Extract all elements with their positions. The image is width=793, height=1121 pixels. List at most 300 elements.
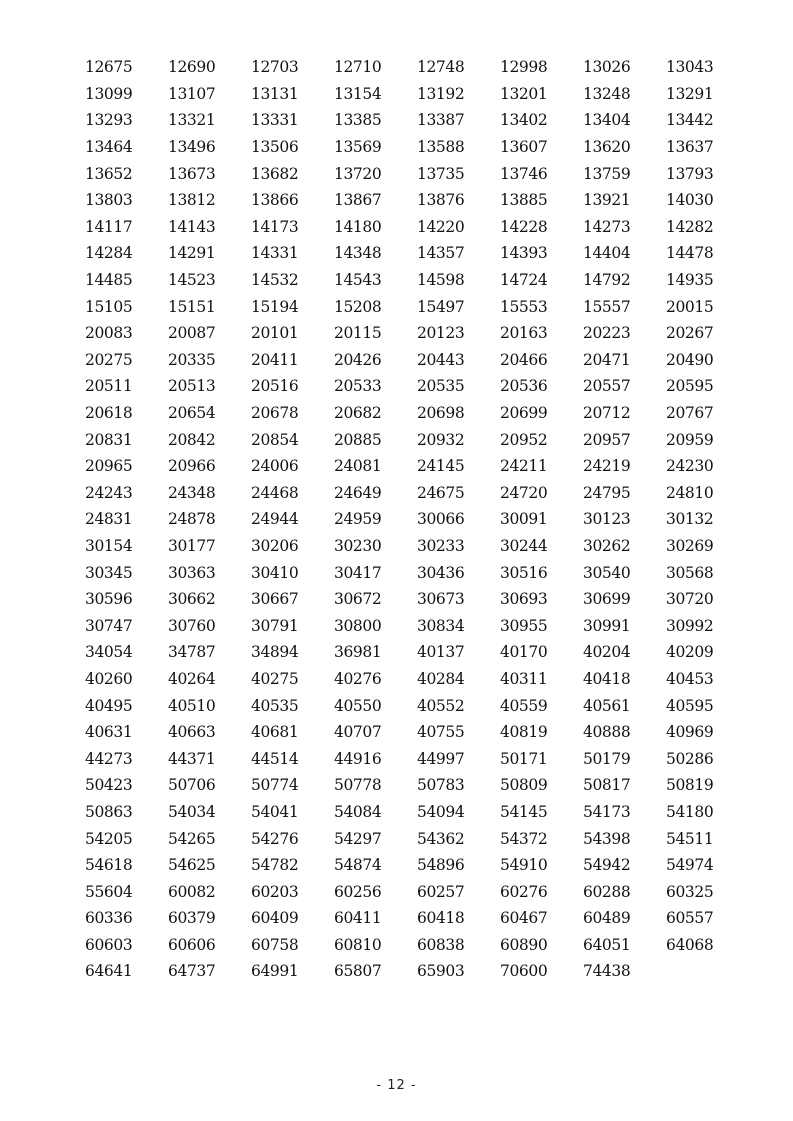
number-cell: 24649: [334, 483, 382, 502]
number-cell: 13154: [334, 84, 382, 103]
number-cell: 60557: [666, 909, 714, 928]
number-row: [85, 187, 765, 214]
number-row: [85, 214, 765, 241]
number-row: [85, 878, 765, 905]
number-cell: 40552: [417, 696, 465, 715]
number-cell: 12998: [500, 58, 548, 77]
number-cell: 13673: [168, 164, 216, 183]
number-cell: 30672: [334, 590, 382, 609]
number-cell: 20123: [417, 324, 465, 343]
number-cell: 20533: [334, 377, 382, 396]
number-cell: 64051: [583, 935, 631, 954]
number-cell: 60379: [168, 909, 216, 928]
number-cell: 44514: [251, 749, 299, 768]
number-cell: 50783: [417, 776, 465, 795]
number-cell: 24468: [251, 483, 299, 502]
number-cell: 14284: [85, 244, 133, 263]
number-cell: 13812: [168, 191, 216, 210]
number-cell: 13885: [500, 191, 548, 210]
number-cell: 40535: [251, 696, 299, 715]
number-cell: 55604: [85, 882, 133, 901]
number-cell: 24081: [334, 457, 382, 476]
number-row: [85, 745, 765, 772]
number-cell: 30568: [666, 563, 714, 582]
number-cell: 40264: [168, 669, 216, 688]
number-cell: 50179: [583, 749, 631, 768]
number-cell: 13637: [666, 138, 714, 157]
number-cell: 54398: [583, 829, 631, 848]
number-cell: 20654: [168, 404, 216, 423]
number-cell: 14935: [666, 271, 714, 290]
number-cell: 13720: [334, 164, 382, 183]
number-cell: 50706: [168, 776, 216, 795]
number-cell: 20831: [85, 430, 133, 449]
number-cell: 14357: [417, 244, 465, 263]
number-cell: 13402: [500, 111, 548, 130]
number-cell: 54094: [417, 802, 465, 821]
number-row: [85, 612, 765, 639]
number-cell: 13387: [417, 111, 465, 130]
number-cell: 44273: [85, 749, 133, 768]
number-row: [85, 825, 765, 852]
number-row: [85, 453, 765, 480]
number-cell: 30955: [500, 616, 548, 635]
number-cell: 20767: [666, 404, 714, 423]
number-cell: 40275: [251, 669, 299, 688]
number-cell: 15105: [85, 297, 133, 316]
number-cell: 60489: [583, 909, 631, 928]
number-cell: 40550: [334, 696, 382, 715]
number-cell: 30673: [417, 590, 465, 609]
number-cell: 60810: [334, 935, 382, 954]
number-cell: 13248: [583, 84, 631, 103]
number-cell: 40495: [85, 696, 133, 715]
number-cell: 13803: [85, 191, 133, 210]
number-cell: 15497: [417, 297, 465, 316]
number-cell: 30262: [583, 536, 631, 555]
number-cell: 36981: [334, 643, 382, 662]
number-cell: 54297: [334, 829, 382, 848]
number-cell: 30244: [500, 536, 548, 555]
number-cell: 24675: [417, 483, 465, 502]
number-cell: 40170: [500, 643, 548, 662]
number-cell: 34894: [251, 643, 299, 662]
number-cell: 13442: [666, 111, 714, 130]
number-cell: 20513: [168, 377, 216, 396]
number-cell: 54511: [666, 829, 714, 848]
number-cell: 60336: [85, 909, 133, 928]
number-cell: 24243: [85, 483, 133, 502]
number-cell: 13682: [251, 164, 299, 183]
number-cell: 50774: [251, 776, 299, 795]
number-cell: 54782: [251, 856, 299, 875]
number-cell: 13201: [500, 84, 548, 103]
number-cell: 13652: [85, 164, 133, 183]
number-row: [85, 81, 765, 108]
number-cell: 40969: [666, 723, 714, 742]
number-cell: 20699: [500, 404, 548, 423]
number-cell: 40707: [334, 723, 382, 742]
number-cell: 64641: [85, 962, 133, 981]
number-cell: 13588: [417, 138, 465, 157]
number-cell: 30699: [583, 590, 631, 609]
number-cell: 13331: [251, 111, 299, 130]
number-cell: 50423: [85, 776, 133, 795]
number-cell: 34787: [168, 643, 216, 662]
number-cell: 20426: [334, 350, 382, 369]
number-cell: 13746: [500, 164, 548, 183]
number-cell: 30345: [85, 563, 133, 582]
number-cell: 30410: [251, 563, 299, 582]
number-cell: 60409: [251, 909, 299, 928]
page-number: - 12 -: [376, 1078, 417, 1093]
number-cell: 40204: [583, 643, 631, 662]
number-row: [85, 799, 765, 826]
number-cell: 13099: [85, 84, 133, 103]
number-cell: 13866: [251, 191, 299, 210]
number-row: [85, 586, 765, 613]
number-row: [85, 533, 765, 560]
number-cell: 24219: [583, 457, 631, 476]
number-cell: 14291: [168, 244, 216, 263]
number-cell: 14180: [334, 217, 382, 236]
number-cell: 60603: [85, 935, 133, 954]
number-cell: 50819: [666, 776, 714, 795]
number-cell: 54205: [85, 829, 133, 848]
number-cell: 60082: [168, 882, 216, 901]
number-cell: 12703: [251, 58, 299, 77]
number-cell: 20712: [583, 404, 631, 423]
number-cell: 50171: [500, 749, 548, 768]
number-cell: 54180: [666, 802, 714, 821]
number-cell: 12675: [85, 58, 133, 77]
number-cell: 60411: [334, 909, 382, 928]
number-row: [85, 480, 765, 507]
number-cell: 13131: [251, 84, 299, 103]
number-cell: 24878: [168, 510, 216, 529]
number-cell: 20557: [583, 377, 631, 396]
number-cell: 14117: [85, 217, 133, 236]
number-cell: 30230: [334, 536, 382, 555]
number-cell: 14273: [583, 217, 631, 236]
number-cell: 40755: [417, 723, 465, 742]
number-cell: 40453: [666, 669, 714, 688]
number-cell: 34054: [85, 643, 133, 662]
number-cell: 24006: [251, 457, 299, 476]
number-cell: 65807: [334, 962, 382, 981]
number-row: [85, 719, 765, 746]
number-cell: 13607: [500, 138, 548, 157]
number-cell: 13291: [666, 84, 714, 103]
number-cell: 20087: [168, 324, 216, 343]
number-cell: 60606: [168, 935, 216, 954]
number-cell: 24810: [666, 483, 714, 502]
number-cell: 30662: [168, 590, 216, 609]
number-cell: 14173: [251, 217, 299, 236]
number-cell: 13043: [666, 58, 714, 77]
number-cell: 14543: [334, 271, 382, 290]
number-cell: 54145: [500, 802, 548, 821]
number-cell: 74438: [583, 962, 631, 981]
number-cell: 40888: [583, 723, 631, 742]
number-row: [85, 54, 765, 81]
number-cell: 30667: [251, 590, 299, 609]
number-cell: 20842: [168, 430, 216, 449]
number-cell: 64737: [168, 962, 216, 981]
number-cell: 13026: [583, 58, 631, 77]
number-cell: 30066: [417, 510, 465, 529]
number-cell: 20536: [500, 377, 548, 396]
number-cell: 40510: [168, 696, 216, 715]
number-row: [85, 160, 765, 187]
number-row: [85, 347, 765, 374]
number-cell: 60325: [666, 882, 714, 901]
number-cell: 30123: [583, 510, 631, 529]
number-cell: 30991: [583, 616, 631, 635]
number-cell: 54362: [417, 829, 465, 848]
number-cell: 40418: [583, 669, 631, 688]
number-cell: 14404: [583, 244, 631, 263]
number-cell: 40311: [500, 669, 548, 688]
number-cell: 20015: [666, 297, 714, 316]
number-cell: 24831: [85, 510, 133, 529]
number-cell: 24348: [168, 483, 216, 502]
number-cell: 40663: [168, 723, 216, 742]
number-cell: 24959: [334, 510, 382, 529]
number-row: [85, 932, 765, 959]
number-cell: 30834: [417, 616, 465, 635]
number-row: [85, 107, 765, 134]
number-cell: 24145: [417, 457, 465, 476]
number-cell: 14030: [666, 191, 714, 210]
number-cell: 64068: [666, 935, 714, 954]
number-cell: 20101: [251, 324, 299, 343]
number-cell: 60257: [417, 882, 465, 901]
number-cell: 14532: [251, 271, 299, 290]
number-cell: 30760: [168, 616, 216, 635]
number-cell: 50809: [500, 776, 548, 795]
number-cell: 14331: [251, 244, 299, 263]
number-cell: 24230: [666, 457, 714, 476]
number-cell: 13867: [334, 191, 382, 210]
number-cell: 40137: [417, 643, 465, 662]
number-cell: 54896: [417, 856, 465, 875]
number-cell: 40631: [85, 723, 133, 742]
number-cell: 12710: [334, 58, 382, 77]
number-cell: 30363: [168, 563, 216, 582]
number-cell: 13506: [251, 138, 299, 157]
number-row: [85, 426, 765, 453]
number-cell: 20223: [583, 324, 631, 343]
number-cell: 20885: [334, 430, 382, 449]
number-cell: 54173: [583, 802, 631, 821]
number-cell: 40559: [500, 696, 548, 715]
number-cell: 15208: [334, 297, 382, 316]
number-cell: 30747: [85, 616, 133, 635]
number-cell: 54974: [666, 856, 714, 875]
number-cell: 30516: [500, 563, 548, 582]
number-cell: 14598: [417, 271, 465, 290]
number-cell: 65903: [417, 962, 465, 981]
number-cell: 14792: [583, 271, 631, 290]
number-cell: 12690: [168, 58, 216, 77]
number-cell: 40595: [666, 696, 714, 715]
number-cell: 30596: [85, 590, 133, 609]
number-cell: 54276: [251, 829, 299, 848]
number-cell: 54910: [500, 856, 548, 875]
number-row: [85, 905, 765, 932]
number-cell: 20115: [334, 324, 382, 343]
number-cell: 30233: [417, 536, 465, 555]
number-cell: 20595: [666, 377, 714, 396]
number-row: [85, 958, 765, 985]
number-cell: 20275: [85, 350, 133, 369]
number-cell: 20932: [417, 430, 465, 449]
number-cell: 13321: [168, 111, 216, 130]
number-cell: 20959: [666, 430, 714, 449]
number-cell: 44997: [417, 749, 465, 768]
number-cell: 14523: [168, 271, 216, 290]
number-cell: 60288: [583, 882, 631, 901]
number-cell: 15553: [500, 297, 548, 316]
number-cell: 20466: [500, 350, 548, 369]
number-cell: 60418: [417, 909, 465, 928]
number-cell: 20682: [334, 404, 382, 423]
number-cell: 14348: [334, 244, 382, 263]
number-cell: 20965: [85, 457, 133, 476]
number-cell: 30693: [500, 590, 548, 609]
number-cell: 54372: [500, 829, 548, 848]
number-cell: 24720: [500, 483, 548, 502]
number-cell: 15557: [583, 297, 631, 316]
number-cell: 14393: [500, 244, 548, 263]
number-cell: 30992: [666, 616, 714, 635]
number-cell: 13620: [583, 138, 631, 157]
number-cell: 30206: [251, 536, 299, 555]
number-cell: 20471: [583, 350, 631, 369]
number-grid: [85, 54, 765, 985]
number-cell: 60838: [417, 935, 465, 954]
number-cell: 13876: [417, 191, 465, 210]
number-row: [85, 772, 765, 799]
number-cell: 14282: [666, 217, 714, 236]
number-cell: 14724: [500, 271, 548, 290]
number-cell: 54041: [251, 802, 299, 821]
number-cell: 60467: [500, 909, 548, 928]
number-cell: 50863: [85, 802, 133, 821]
number-cell: 44371: [168, 749, 216, 768]
number-row: [85, 666, 765, 693]
number-row: [85, 852, 765, 879]
number-cell: 20083: [85, 324, 133, 343]
number-cell: 30269: [666, 536, 714, 555]
number-cell: 54874: [334, 856, 382, 875]
number-row: [85, 559, 765, 586]
number-cell: 30417: [334, 563, 382, 582]
number-cell: 13735: [417, 164, 465, 183]
number-cell: 15151: [168, 297, 216, 316]
number-cell: 30154: [85, 536, 133, 555]
number-cell: 40819: [500, 723, 548, 742]
number-cell: 20854: [251, 430, 299, 449]
number-cell: 12748: [417, 58, 465, 77]
number-row: [85, 293, 765, 320]
number-cell: 40284: [417, 669, 465, 688]
number-cell: 13107: [168, 84, 216, 103]
number-cell: 14485: [85, 271, 133, 290]
number-cell: 20443: [417, 350, 465, 369]
number-row: [85, 506, 765, 533]
number-cell: 60276: [500, 882, 548, 901]
number-cell: 13464: [85, 138, 133, 157]
number-cell: 13921: [583, 191, 631, 210]
number-row: [85, 320, 765, 347]
number-row: [85, 267, 765, 294]
number-cell: 20163: [500, 324, 548, 343]
number-cell: 30800: [334, 616, 382, 635]
number-cell: 13404: [583, 111, 631, 130]
number-cell: 20698: [417, 404, 465, 423]
number-cell: 20957: [583, 430, 631, 449]
number-cell: 44916: [334, 749, 382, 768]
number-row: [85, 240, 765, 267]
number-row: [85, 639, 765, 666]
number-row: [85, 134, 765, 161]
number-cell: 54034: [168, 802, 216, 821]
number-cell: 20516: [251, 377, 299, 396]
number-cell: 54942: [583, 856, 631, 875]
number-row: [85, 373, 765, 400]
number-cell: 13385: [334, 111, 382, 130]
number-cell: 40681: [251, 723, 299, 742]
number-cell: 20411: [251, 350, 299, 369]
number-cell: 50286: [666, 749, 714, 768]
number-cell: 24795: [583, 483, 631, 502]
number-cell: 20511: [85, 377, 133, 396]
number-cell: 60890: [500, 935, 548, 954]
number-cell: 60758: [251, 935, 299, 954]
number-cell: 20966: [168, 457, 216, 476]
number-cell: 24944: [251, 510, 299, 529]
number-cell: 40209: [666, 643, 714, 662]
number-cell: 20267: [666, 324, 714, 343]
number-cell: 64991: [251, 962, 299, 981]
number-cell: 14228: [500, 217, 548, 236]
number-cell: 50817: [583, 776, 631, 795]
number-cell: 54625: [168, 856, 216, 875]
number-cell: 13793: [666, 164, 714, 183]
number-cell: 54084: [334, 802, 382, 821]
number-cell: 30091: [500, 510, 548, 529]
number-row: [85, 400, 765, 427]
number-cell: 15194: [251, 297, 299, 316]
number-cell: 24211: [500, 457, 548, 476]
number-cell: 20952: [500, 430, 548, 449]
number-cell: 13293: [85, 111, 133, 130]
number-cell: 50778: [334, 776, 382, 795]
number-cell: 13192: [417, 84, 465, 103]
number-cell: 20535: [417, 377, 465, 396]
number-cell: 54618: [85, 856, 133, 875]
number-cell: 30177: [168, 536, 216, 555]
number-cell: 60203: [251, 882, 299, 901]
number-cell: 54265: [168, 829, 216, 848]
number-cell: 30132: [666, 510, 714, 529]
number-cell: 40276: [334, 669, 382, 688]
number-cell: 20490: [666, 350, 714, 369]
number-cell: 30720: [666, 590, 714, 609]
number-cell: 70600: [500, 962, 548, 981]
